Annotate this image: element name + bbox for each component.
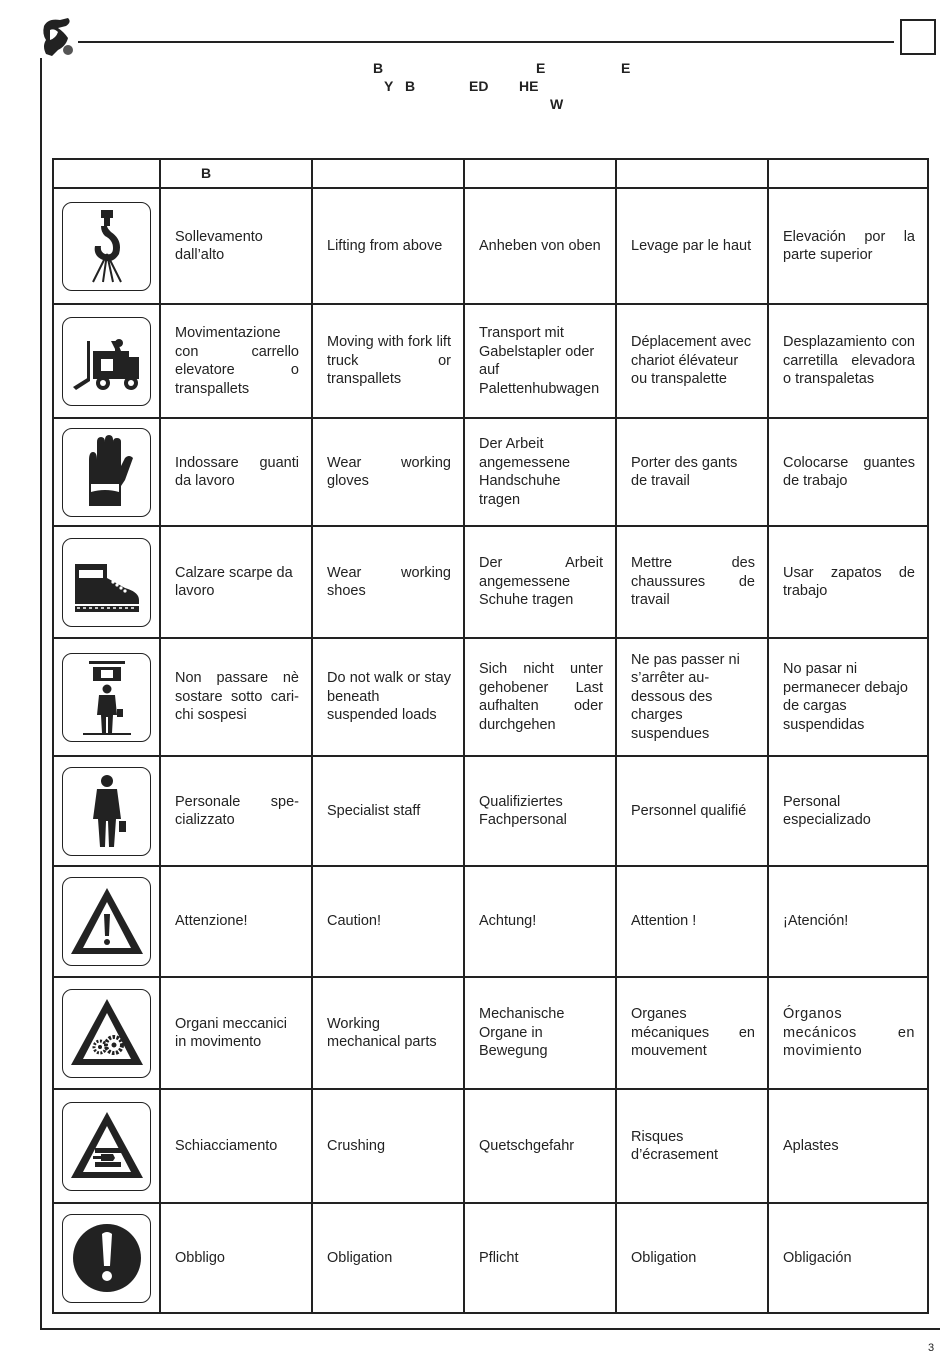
cell-fr: Mettre des chaussures de travail xyxy=(616,526,768,638)
cell-en: Do not walk or stay beneath suspended loads xyxy=(312,638,464,756)
brand-logo-icon xyxy=(38,16,78,58)
table-row xyxy=(53,638,928,756)
heading-fragment: E xyxy=(621,60,631,76)
cell-it: Sollevamento dall’alto xyxy=(160,188,312,304)
suspended-load-icon xyxy=(67,657,147,737)
heading-fragment: E xyxy=(536,60,546,76)
lifting-hook-icon xyxy=(67,206,147,286)
header-cell-en xyxy=(312,159,464,188)
header-cell-it: B xyxy=(160,159,312,188)
cell-fr: Levage par le haut xyxy=(616,188,768,304)
cell-de: Quetschgefahr xyxy=(464,1089,616,1203)
cell-es: ¡Atención! xyxy=(768,866,928,977)
safety-signs-table xyxy=(52,158,929,1314)
table-header-row xyxy=(53,159,928,188)
table-row xyxy=(53,1203,928,1313)
cell-it: Personale spe-cializzato xyxy=(160,756,312,866)
cell-de: Qualifiziertes Fachpersonal xyxy=(464,756,616,866)
icon-cell xyxy=(53,1203,160,1313)
cell-de: Mechanische Organe in Bewegung xyxy=(464,977,616,1089)
cell-it: Indossare guanti da lavoro xyxy=(160,418,312,526)
heading-fragment: W xyxy=(550,96,564,112)
heading-fragment: B xyxy=(405,78,416,94)
cell-en: Wear working shoes xyxy=(312,526,464,638)
icon-cell xyxy=(53,1089,160,1203)
cell-fr: Obligation xyxy=(616,1203,768,1313)
safety-shoes-icon xyxy=(67,542,147,622)
cell-es: Aplastes xyxy=(768,1089,928,1203)
page-number: 3 xyxy=(928,1342,935,1354)
cell-it: Organi meccanici in movimento xyxy=(160,977,312,1089)
cell-es: Personal especializado xyxy=(768,756,928,866)
table-row xyxy=(53,418,928,526)
crushing-warning-icon xyxy=(67,1106,147,1186)
icon-cell xyxy=(53,304,160,418)
table-row xyxy=(53,188,928,304)
cell-en: Specialist staff xyxy=(312,756,464,866)
cell-es: Elevación por la parte superior xyxy=(768,188,928,304)
header-cell-fr xyxy=(616,159,768,188)
heading-fragment: B xyxy=(373,60,384,76)
table-row xyxy=(53,756,928,866)
work-gloves-icon xyxy=(67,432,147,512)
cell-it: Obbligo xyxy=(160,1203,312,1313)
cell-de: Der Arbeit angemessene Schuhe tragen xyxy=(464,526,616,638)
cell-en: Obligation xyxy=(312,1203,464,1313)
cell-fr: Personnel qualifié xyxy=(616,756,768,866)
cell-it: Non passare nè sostare sotto cari-chi sospesi xyxy=(160,638,312,756)
heading-fragment: HE xyxy=(519,78,539,94)
icon-cell xyxy=(53,866,160,977)
cell-en: Wear working gloves xyxy=(312,418,464,526)
moving-gears-warning-icon xyxy=(67,993,147,1073)
frame-bottom-rule xyxy=(40,1328,940,1330)
header-cell-icon xyxy=(53,159,160,188)
icon-cell xyxy=(53,418,160,526)
cell-fr: Organes mécaniques en mouvement xyxy=(616,977,768,1089)
cell-it: Calzare scarpe da lavoro xyxy=(160,526,312,638)
icon-cell xyxy=(53,756,160,866)
frame-left-rule xyxy=(40,58,42,1330)
cell-it: Movimentazione con carrello elevatore o transpallets xyxy=(160,304,312,418)
forklift-icon xyxy=(67,321,147,401)
cell-it: Attenzione! xyxy=(160,866,312,977)
cell-es: Órganos mecánicos en movimiento xyxy=(768,977,928,1089)
icon-cell xyxy=(53,977,160,1089)
table-row xyxy=(53,526,928,638)
header-cell-de xyxy=(464,159,616,188)
cell-en: Crushing xyxy=(312,1089,464,1203)
cell-de: Sich nicht unter gehobener Last aufhalten oder durchgehen xyxy=(464,638,616,756)
cell-es: Desplazamiento con carretilla elevadora o transpaletas xyxy=(768,304,928,418)
heading-fragment: Y xyxy=(384,78,394,94)
cell-fr: Risques d’écrasement xyxy=(616,1089,768,1203)
cell-fr: Porter des gants de travail xyxy=(616,418,768,526)
cell-de: Anheben von oben xyxy=(464,188,616,304)
cell-it: Schiacciamento xyxy=(160,1089,312,1203)
cell-de: Transport mit Gabelstapler oder auf Palettenhubwagen xyxy=(464,304,616,418)
icon-cell xyxy=(53,638,160,756)
cell-es: Usar zapatos de trabajo xyxy=(768,526,928,638)
cell-fr: Déplacement avec chariot élévateur ou transpalette xyxy=(616,304,768,418)
cell-es: Obligación xyxy=(768,1203,928,1313)
table-row xyxy=(53,977,928,1089)
cell-es: Colocarse guantes de trabajo xyxy=(768,418,928,526)
page-corner-box xyxy=(900,19,936,55)
cell-de: Pflicht xyxy=(464,1203,616,1313)
header-cell-es xyxy=(768,159,928,188)
icon-cell xyxy=(53,526,160,638)
cell-de: Achtung! xyxy=(464,866,616,977)
header-rule xyxy=(78,41,894,43)
cell-de: Der Arbeit angemessene Handschuhe tragen xyxy=(464,418,616,526)
cell-en: Moving with fork lift truck or transpallets xyxy=(312,304,464,418)
table-row xyxy=(53,866,928,977)
cell-es: No pasar ni permanecer debajo de cargas suspendidas xyxy=(768,638,928,756)
heading-fragment: ED xyxy=(469,78,489,94)
cell-en: Lifting from above xyxy=(312,188,464,304)
cell-fr: Ne pas passer ni s’arrêter au-dessous des charges suspendues xyxy=(616,638,768,756)
table-row xyxy=(53,304,928,418)
cell-fr: Attention ! xyxy=(616,866,768,977)
icon-cell xyxy=(53,188,160,304)
cell-en: Working mechanical parts xyxy=(312,977,464,1089)
mandatory-obligation-icon xyxy=(67,1218,147,1298)
specialist-person-icon xyxy=(67,771,147,851)
cell-en: Caution! xyxy=(312,866,464,977)
table-row xyxy=(53,1089,928,1203)
warning-exclamation-icon xyxy=(67,882,147,962)
